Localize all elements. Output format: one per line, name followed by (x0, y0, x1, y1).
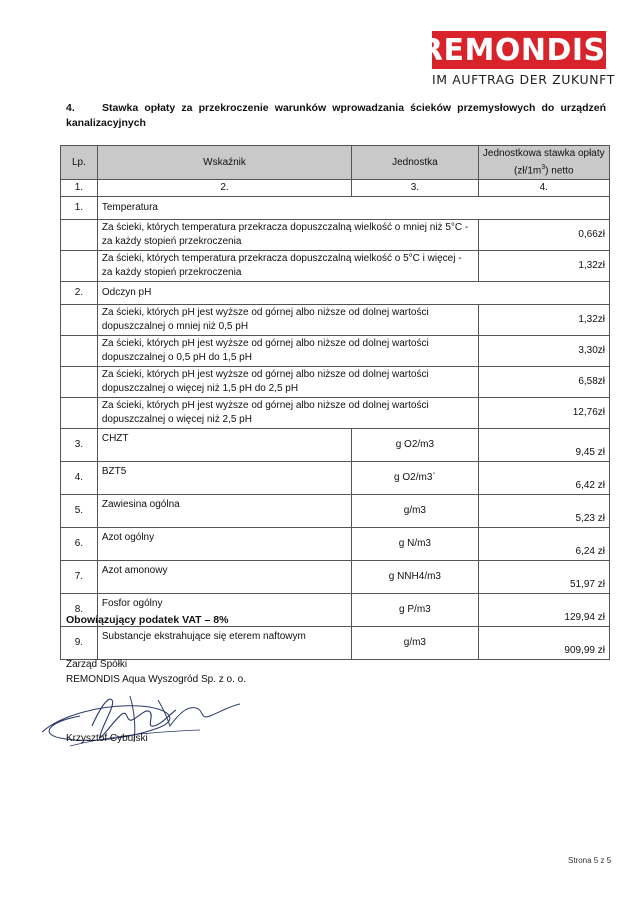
table-row (61, 220, 610, 251)
colnum-1: 1. (61, 180, 98, 197)
table-row (61, 251, 610, 282)
table-row (61, 561, 610, 594)
table-row (61, 398, 610, 429)
row-rate: 3,30zł (478, 336, 609, 367)
row-lp-empty (61, 305, 98, 336)
row-lp: 1. (61, 197, 98, 220)
row-unit: g O2/m3 (352, 429, 478, 462)
header-lp: Lp. (61, 146, 98, 180)
row-indicator: Substancje ekstrahujące się eterem naftowym (97, 627, 351, 660)
row-rate: 5,23 zł (478, 495, 609, 528)
header-rate-line2-pre: (zł/1m (514, 165, 542, 177)
row-rate: 909,99 zł (478, 627, 609, 660)
row-text: Za ścieki, których pH jest wyższe od górnej albo niższe od dolnej wartości dopuszczalnej o więcej niż 2,5 pH (97, 398, 478, 429)
row-rate: 0,66zł (478, 220, 609, 251)
table-row (61, 462, 610, 495)
row-indicator: Fosfor ogólny (97, 594, 351, 627)
section-title: Stawka opłaty za przekroczenie warunków wprowadzania ścieków przemysłowych do urządzeń kanalizacyjnych (66, 102, 606, 129)
header-indicator: Wskaźnik (97, 146, 351, 180)
row-text: Za ścieki, których pH jest wyższe od górnej albo niższe od dolnej wartości dopuszczalnej o 0,5 pH do 1,5 pH (97, 336, 478, 367)
row-lp-empty (61, 251, 98, 282)
signatory-name: Krzysztof Cybulski (66, 733, 148, 744)
row-rate: 9,45 zł (478, 429, 609, 462)
table-row (61, 197, 610, 220)
row-unit: g P/m3 (352, 594, 478, 627)
row-rate: 51,97 zł (478, 561, 609, 594)
row-lp: 5. (61, 495, 98, 528)
row-text: Za ścieki, których pH jest wyższe od górnej albo niższe od dolnej wartości dopuszczalnej o mniej niż 0,5 pH (97, 305, 478, 336)
row-rate: 12,76zł (478, 398, 609, 429)
row-unit: g O2/m3` (352, 462, 478, 495)
row-indicator: Zawiesina ogólna (97, 495, 351, 528)
row-group-label: Odczyn pH (97, 282, 609, 305)
row-text: Za ścieki, których temperatura przekracza dopuszczalną wielkość o 5°C i więcej - za każdy stopień przekroczenia (97, 251, 478, 282)
row-lp-empty (61, 336, 98, 367)
table-row (61, 367, 610, 398)
row-lp: 8. (61, 594, 98, 627)
colnum-2: 2. (97, 180, 351, 197)
row-rate: 129,94 zł (478, 594, 609, 627)
colnum-4: 4. (478, 180, 609, 197)
rates-table (60, 145, 610, 660)
signatory-board: Zarząd Spółki (66, 659, 128, 670)
table-row (61, 528, 610, 561)
row-indicator: BZT5 (97, 462, 351, 495)
signatory-company: REMONDIS Aqua Wyszogród Sp. z o. o. (66, 674, 246, 685)
remondis-logo (419, 31, 619, 69)
row-text: Za ścieki, których pH jest wyższe od górnej albo niższe od dolnej wartości dopuszczalnej o więcej niż 1,5 pH do 2,5 pH (97, 367, 478, 398)
row-lp-empty (61, 367, 98, 398)
page-number: Strona 5 z 5 (568, 856, 612, 865)
row-lp: 7. (61, 561, 98, 594)
row-indicator: Azot ogólny (97, 528, 351, 561)
row-lp: 6. (61, 528, 98, 561)
row-rate: 6,24 zł (478, 528, 609, 561)
header-rate-line2-post: ) netto (545, 165, 574, 177)
table-header-row (61, 146, 610, 180)
row-lp: 9. (61, 627, 98, 660)
header-unit: Jednostka (352, 146, 478, 180)
row-lp-empty (61, 220, 98, 251)
header-rate-line1: Jednostkowa stawka opłaty (482, 148, 605, 159)
row-rate: 6,58zł (478, 367, 609, 398)
table-row (61, 336, 610, 367)
row-rate: 6,42 zł (478, 462, 609, 495)
section-heading (66, 101, 606, 131)
table-row (61, 429, 610, 462)
row-lp: 3. (61, 429, 98, 462)
header-rate-sup: 3 (541, 164, 546, 171)
row-indicator: Azot amonowy (97, 561, 351, 594)
header-rate (478, 146, 609, 180)
row-lp-empty (61, 398, 98, 429)
column-number-row (61, 180, 610, 197)
logo-text: REMONDIS (419, 32, 606, 68)
table-row (61, 627, 610, 660)
table-row (61, 495, 610, 528)
row-lp: 2. (61, 282, 98, 305)
row-text: Za ścieki, których temperatura przekracza dopuszczalną wielkość o mniej niż 5°C - za każdy stopień przekroczenia (97, 220, 478, 251)
row-indicator: CHZT (97, 429, 351, 462)
row-lp: 4. (61, 462, 98, 495)
row-rate: 1,32zł (478, 305, 609, 336)
table-row (61, 282, 610, 305)
row-unit: g NNH4/m3 (352, 561, 478, 594)
row-unit: g N/m3 (352, 528, 478, 561)
registered-mark: ® (606, 33, 619, 47)
row-unit: g/m3 (352, 495, 478, 528)
colnum-3: 3. (352, 180, 478, 197)
row-rate: 1,32zł (478, 251, 609, 282)
section-number: 4. (66, 102, 75, 114)
row-group-label: Temperatura (97, 197, 609, 220)
table-row (61, 305, 610, 336)
row-unit: g/m3 (352, 627, 478, 660)
vat-note: Obowiązujący podatek VAT – 8% (66, 614, 229, 626)
logo-tagline: IM AUFTRAG DER ZUKUNFT (432, 72, 615, 87)
